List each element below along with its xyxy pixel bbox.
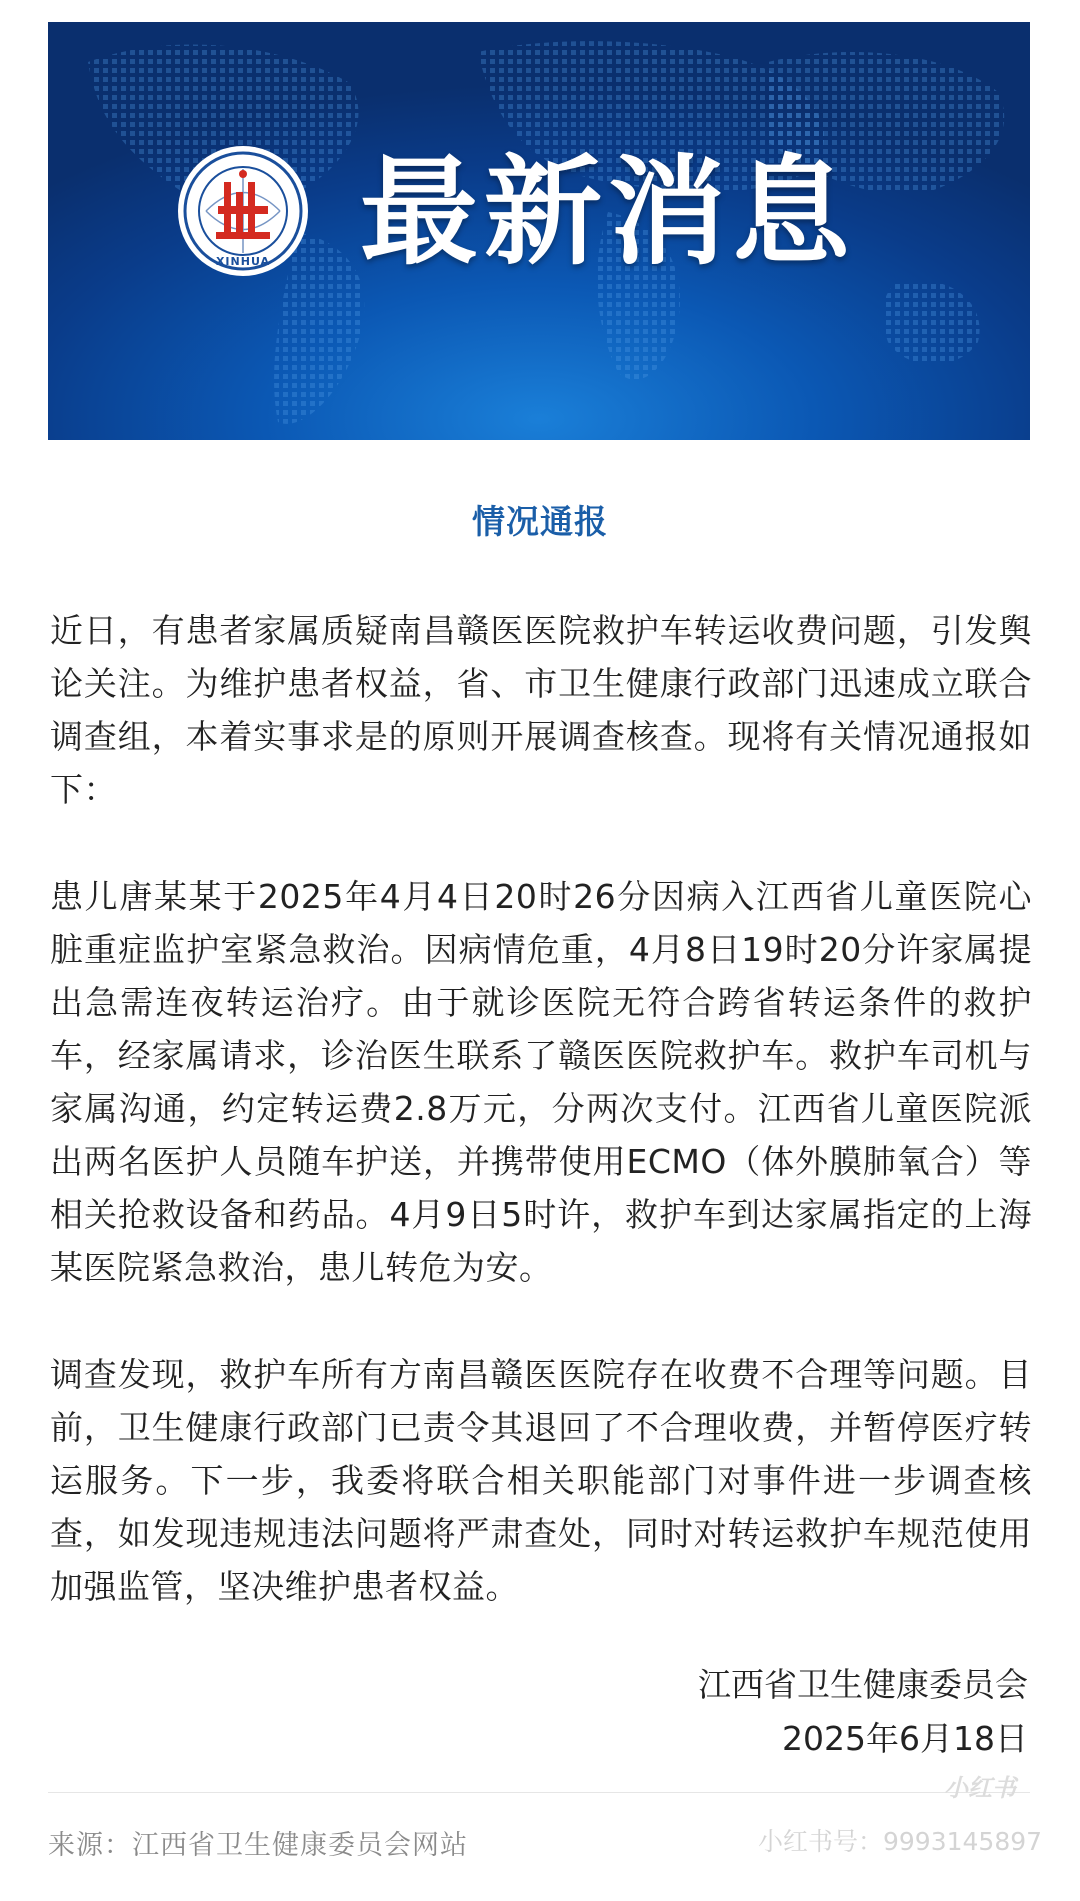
issuer-name: 江西省卫生健康委员会: [698, 1665, 1028, 1704]
paragraph-intro: 近日，有患者家属质疑南昌赣医医院救护车转运收费问题，引发舆论关注。为维护患者权益，省、市卫生健康行政部门迅速成立联合调查组，本着实事求是的原则开展调查核查。现将有关情况通报如下：: [50, 611, 1032, 809]
divider: [48, 1792, 1030, 1793]
news-banner: [48, 22, 1030, 440]
banner-title: 最新消息: [360, 143, 857, 281]
xinhua-logo-icon: [176, 144, 310, 278]
watermark-logo: 小红书: [944, 1774, 1016, 1802]
source-line: 来源：江西省卫生健康委员会网站: [48, 1830, 468, 1861]
notice-title: 情况通报: [472, 502, 608, 541]
paragraph-findings: 调查发现，救护车所有方南昌赣医医院存在收费不合理等问题。目前，卫生健康行政部门已责令其退回了不合理收费，并暂停医疗转运服务。下一步，我委将联合相关职能部门对事件进一步调查核查，如发现违规违法问题将严肃查处，同时对转运救护车规范使用加强监管，坚决维护患者权益。: [50, 1355, 1032, 1606]
paragraph-details: 患儿唐某某于2025年4月4日20时26分因病入江西省儿童医院心脏重症监护室紧急救治。因病情危重，4月8日19时20分许家属提出急需连夜转运治疗。由于就诊医院无符合跨省转运条件的救护车，经家属请求，诊治医生联系了赣医医院救护车。救护车司机与家属沟通，约定转运费2.8万元，分两次支付。江西省儿童医院派出两名医护人员随车护送，并携带使用ECMO（体外膜肺氧合）等相关抢救设备和药品。4月9日5时许，救护车到达家属指定的上海某医院紧急救治，患儿转危为安。: [50, 877, 1032, 1287]
signature-block: [698, 1658, 1028, 1766]
watermark: 小红书号：9993145897: [758, 1827, 1043, 1856]
issue-date: 2025年6月18日: [782, 1719, 1028, 1758]
svg-text:XINHUA: XINHUA: [215, 255, 271, 268]
